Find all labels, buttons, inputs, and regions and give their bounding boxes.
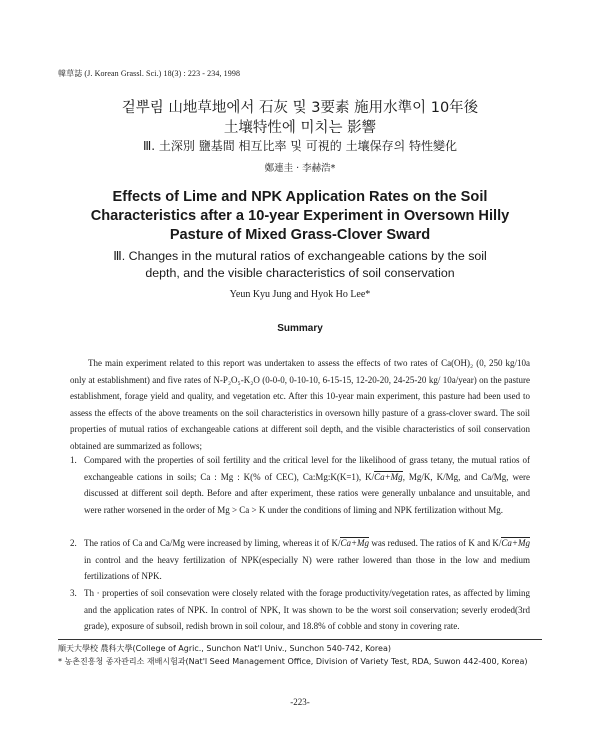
english-subtitle-line1: Ⅲ. Changes in the mutural ratios of exchangeable cations by the soil (113, 249, 487, 263)
item-number: 1. (70, 455, 77, 465)
footnote-affiliation-1: 順天大學校 農科大學(College of Agric., Sunchon Nat'l Univ., Sunchon 540-742, Korea) (58, 644, 391, 653)
page-number: -223- (290, 697, 310, 707)
item-text-part: Compared with the properties of soil fertility and the critical level for the likelihood of grass tetany, the mutual ratios of exchangeable cations in soils; Ca : Mg : K(% of CEC), Ca:Mg:K(K=1), K/ (84, 455, 530, 482)
journal-citation: 韓草誌 (J. Korean Grassl. Sci.) 18(3) : 223 - 234, 1998 (58, 69, 241, 78)
sqrt-expression: Ca+Mg (374, 471, 403, 482)
korean-title-line1: 겉뿌림 山地草地에서 石灰 및 3要素 施用水準이 10年後 (121, 100, 479, 116)
sqrt-expression: Ca+Mg (340, 538, 370, 548)
item-text (84, 535, 530, 585)
sqrt-expression: Ca+Mg (501, 538, 530, 548)
english-title-line1: Effects of Lime and NPK Application Rates on the Soil (112, 189, 488, 205)
summary-intro-paragraph: The main experiment related to this report was undertaken to assess the effects of two rates of Ca(OH)₂ (0, 250 kg/10a only at establishment) and five rates of N-P₂O₅-K₂O (0-0-0, 0-10-10, 6-15-15, 12-20-20, 24-25-20 kg/ 10a/year) on the pasture establishment, forage yield and quality, and vegetation etc. After this 10-year main experiment, this pasture had been used to assess the effects of the above treaments on the soil characteristics in oversown hilly pasture of a grass-clover sward. The soil properties of mutual ratios of exchangeable cations at different soil depth, and the visible characteristics of soil conservation obtained are summarized as follows; (70, 358, 530, 451)
summary-item-1 (70, 452, 530, 518)
footnote-divider (58, 639, 542, 640)
item-text-part: , Mg/K, K/Mg, and Ca/Mg, were discussed at different soil depth. Before and after experiment, these ratios were generally unbalance and unsuitable, and were rather worsened in the order of Mg > Ca > K under the conditions of liming and NPK fertilization without Mg. (84, 471, 530, 515)
summary-item-3 (70, 585, 530, 635)
item-text (84, 452, 530, 518)
english-title-line3: Pasture of Mixed Grass-Clover Sward (169, 227, 431, 243)
english-subtitle-line2: depth, and the visible characteristics of soil conservation (145, 266, 455, 280)
korean-authors: 鄭連圭 · 李赫浩* (264, 163, 336, 174)
korean-title-line3: Ⅲ. 土深別 鹽基間 相互比率 및 可視的 土壤保存의 特性變化 (143, 139, 457, 153)
item-number: 3. (70, 588, 77, 598)
item-text-part: The ratios of Ca and Ca/Mg were increased by liming, whereas it of K/ (84, 538, 341, 548)
item-text: Th · properties of soil consevation were closely related with the forage productivity/vegetation rates, as affected by liming and the application rates of NPK. In control of NPK, It was shown to be the worst soil conservation; severly eroded(3rd grade), exposure of subsoil, redish brown in soil colour, and 18.8% of cobble and stony in covering rate. (84, 588, 530, 632)
english-title-line2: Characteristics after a 10-year Experiment in Oversown Hilly (90, 208, 510, 224)
item-text-part: in control and the heavy fertilization of NPK(especially N) were rather lowered than those in the low and medium fertilizations of NPK. (84, 554, 530, 582)
item-number: 2. (70, 538, 77, 548)
summary-heading: Summary (277, 323, 323, 334)
summary-item-2 (70, 535, 530, 585)
item-text-part: was redused. The ratios of K and K/ (369, 538, 502, 548)
korean-title-line2: 土壤特性에 미치는 影響 (223, 120, 377, 136)
english-authors: Yeun Kyu Jung and Hyok Ho Lee* (229, 289, 371, 300)
footnote-affiliation-2: * 농촌진흥청 종자관리소 재배시험과(Nat'l Seed Management Office, Division of Variety Test, RDA, Suwon 442-400, Korea) (58, 657, 528, 666)
